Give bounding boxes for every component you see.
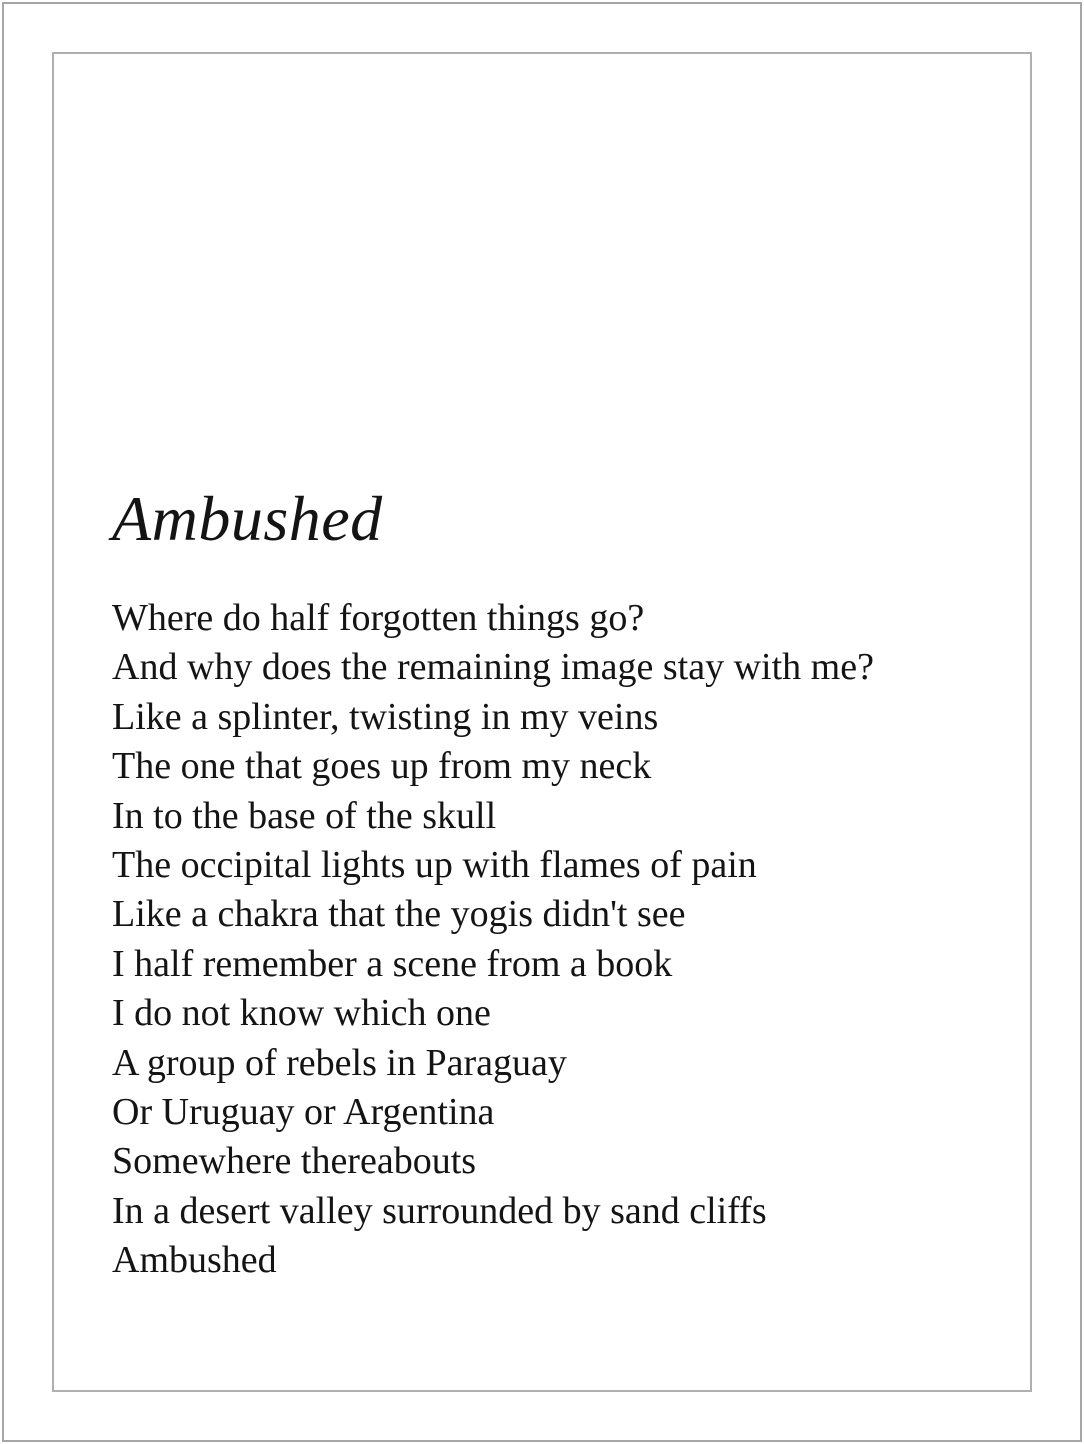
- poem-line: And why does the remaining image stay with me?: [112, 646, 874, 689]
- poem-line: In to the base of the skull: [112, 794, 497, 837]
- poem-line: Somewhere thereabouts: [112, 1140, 477, 1183]
- poem-line: Like a splinter, twisting in my veins: [112, 695, 659, 738]
- outer-page-border: [2, 2, 1082, 1442]
- poem-line: A group of rebels in Paraguay: [112, 1041, 567, 1084]
- poem-line: In a desert valley surrounded by sand cliffs: [112, 1189, 767, 1232]
- poem-line: Ambushed: [112, 1239, 277, 1282]
- poem-line: Or Uruguay or Argentina: [112, 1091, 495, 1134]
- poem-line: The occipital lights up with flames of pain: [112, 844, 757, 887]
- poem-line: Like a chakra that the yogis didn't see: [112, 893, 686, 936]
- poem-body: [112, 594, 988, 1286]
- poem-line: The one that goes up from my neck: [112, 745, 652, 788]
- poem-page: [56, 56, 1028, 1388]
- poem-title: Ambushed: [112, 483, 383, 554]
- poem-line: I do not know which one: [112, 992, 491, 1035]
- inner-page-border: [52, 52, 1032, 1392]
- poem-line: Where do half forgotten things go?: [112, 597, 645, 639]
- poem-line: I half remember a scene from a book: [112, 942, 673, 985]
